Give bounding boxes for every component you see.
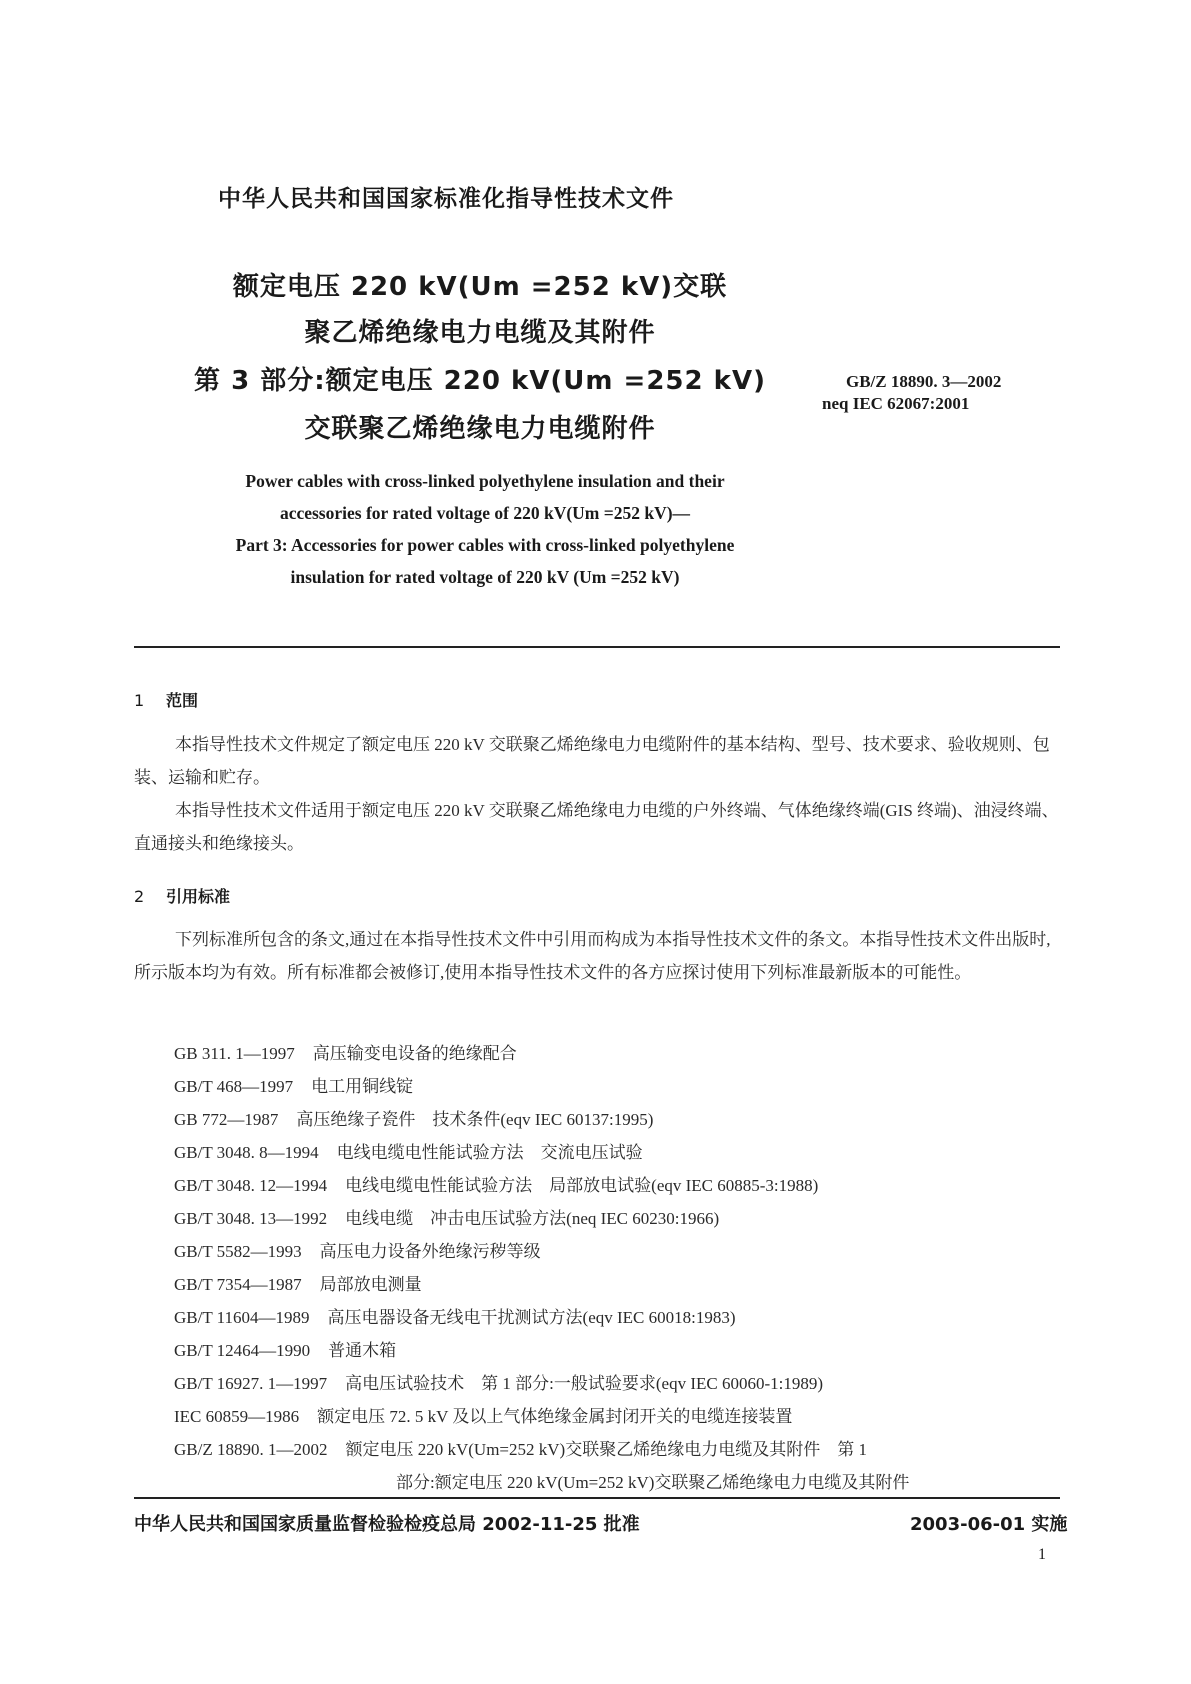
section-2-number: 2	[134, 887, 145, 906]
reference-title: 高电压试验技术 第 1 部分:一般试验要求(eqv IEC 60060-1:1989)	[345, 1374, 824, 1393]
effective-date: 2003-06-01 实施	[910, 1514, 1068, 1535]
reference-code: GB 311. 1—1997	[174, 1044, 295, 1063]
section-2-paragraph-1: 下列标准所包含的条文,通过在本指导性技术文件中引用而构成为本指导性技术文件的条文。本指导性技术文件出版时,所示版本均为有效。所有标准都会被修订,使用本指导性技术文件的各方应探讨使用下列标准最新版本的可能性。	[134, 930, 1051, 982]
reference-title: 电线电缆电性能试验方法 局部放电试验(eqv IEC 60885-3:1988)	[345, 1176, 819, 1195]
reference-item	[174, 1171, 818, 1196]
reference-title: 额定电压 72. 5 kV 及以上气体绝缘金属封闭开关的电缆连接装置	[317, 1407, 793, 1426]
reference-item	[174, 1072, 413, 1097]
english-title-line-2: accessories for rated voltage of 220 kV(Um =252 kV)—	[279, 503, 691, 523]
section-1-heading	[134, 688, 198, 711]
header-divider	[134, 646, 1060, 648]
reference-code: GB/T 12464—1990	[174, 1341, 311, 1360]
reference-code: GB/Z 18890. 1—2002	[174, 1440, 328, 1459]
reference-title: 普通木箱	[328, 1341, 397, 1360]
reference-title: 额定电压 220 kV(Um=252 kV)交联聚乙烯绝缘电力电缆及其附件 第 1	[345, 1440, 867, 1459]
section-1-paragraph-2: 本指导性技术文件适用于额定电压 220 kV 交联聚乙烯绝缘电力电缆的户外终端、气体绝缘终端(GIS 终端)、油浸终端、直通接头和绝缘接头。	[134, 801, 1059, 853]
reference-code: GB/T 5582—1993	[174, 1242, 302, 1261]
reference-title: 电工用铜线锭	[311, 1077, 414, 1096]
reference-code: GB/T 7354—1987	[174, 1275, 302, 1294]
chinese-title-line-2: 聚乙烯绝缘电力电缆及其附件	[304, 318, 656, 348]
section-1-title: 范围	[166, 691, 199, 710]
reference-item	[174, 1402, 792, 1427]
reference-title: 局部放电测量	[319, 1275, 422, 1294]
standard-number: GB/Z 18890. 3—2002	[846, 372, 1002, 391]
reference-code: GB/T 3048. 13—1992	[174, 1209, 328, 1228]
reference-item	[174, 1369, 823, 1394]
reference-item	[174, 1270, 422, 1295]
reference-item-continuation: 部分:额定电压 220 kV(Um=252 kV)交联聚乙烯绝缘电力电缆及其附件	[396, 1473, 910, 1492]
reference-title: 高压输变电设备的绝缘配合	[312, 1044, 517, 1063]
chinese-title-line-3: 第 3 部分:额定电压 220 kV(Um =252 kV)	[194, 366, 766, 396]
footer-divider	[134, 1497, 1060, 1499]
reference-item	[174, 1204, 719, 1229]
reference-code: GB/T 16927. 1—1997	[174, 1374, 328, 1393]
english-title-line-4: insulation for rated voltage of 220 kV (Um =252 kV)	[290, 567, 680, 587]
reference-code: GB/T 3048. 8—1994	[174, 1143, 319, 1162]
section-1-paragraph-1: 本指导性技术文件规定了额定电压 220 kV 交联聚乙烯绝缘电力电缆附件的基本结构、型号、技术要求、验收规则、包装、运输和贮存。	[134, 735, 1050, 787]
reference-item	[174, 1039, 517, 1064]
reference-title: 高压绝缘子瓷件 技术条件(eqv IEC 60137:1995)	[296, 1110, 654, 1129]
reference-code: GB/T 11604—1989	[174, 1308, 310, 1327]
reference-code: GB/T 468—1997	[174, 1077, 294, 1096]
reference-code: GB 772—1987	[174, 1110, 279, 1129]
section-1-number: 1	[134, 691, 145, 710]
reference-item	[174, 1303, 736, 1328]
reference-code: IEC 60859—1986	[174, 1407, 300, 1426]
reference-item	[174, 1138, 643, 1163]
english-title-line-1: Power cables with cross-linked polyethylene insulation and their	[245, 471, 725, 491]
reference-code: GB/T 3048. 12—1994	[174, 1176, 328, 1195]
reference-item	[174, 1105, 653, 1130]
reference-title: 高压电力设备外绝缘污秽等级	[319, 1242, 541, 1261]
document-type-header: 中华人民共和国国家标准化指导性技术文件	[218, 186, 674, 212]
reference-item	[174, 1435, 867, 1460]
reference-item	[174, 1336, 396, 1361]
english-title-line-3: Part 3: Accessories for power cables with cross-linked polyethylene	[235, 535, 735, 555]
approval-statement: 中华人民共和国国家质量监督检验检疫总局 2002-11-25 批准	[134, 1514, 640, 1535]
standard-equivalence: neq IEC 62067:2001	[822, 394, 970, 413]
section-2-title: 引用标准	[166, 887, 231, 906]
page-number: 1	[1038, 1546, 1046, 1563]
reference-title: 电线电缆 冲击电压试验方法(neq IEC 60230:1966)	[345, 1209, 720, 1228]
reference-title: 电线电缆电性能试验方法 交流电压试验	[336, 1143, 643, 1162]
section-2-heading	[134, 884, 230, 907]
reference-title: 高压电器设备无线电干扰测试方法(eqv IEC 60018:1983)	[327, 1308, 736, 1327]
reference-item	[174, 1237, 541, 1262]
chinese-title-line-4: 交联聚乙烯绝缘电力电缆附件	[304, 414, 656, 444]
chinese-title-line-1: 额定电压 220 kV(Um =252 kV)交联	[232, 272, 728, 302]
